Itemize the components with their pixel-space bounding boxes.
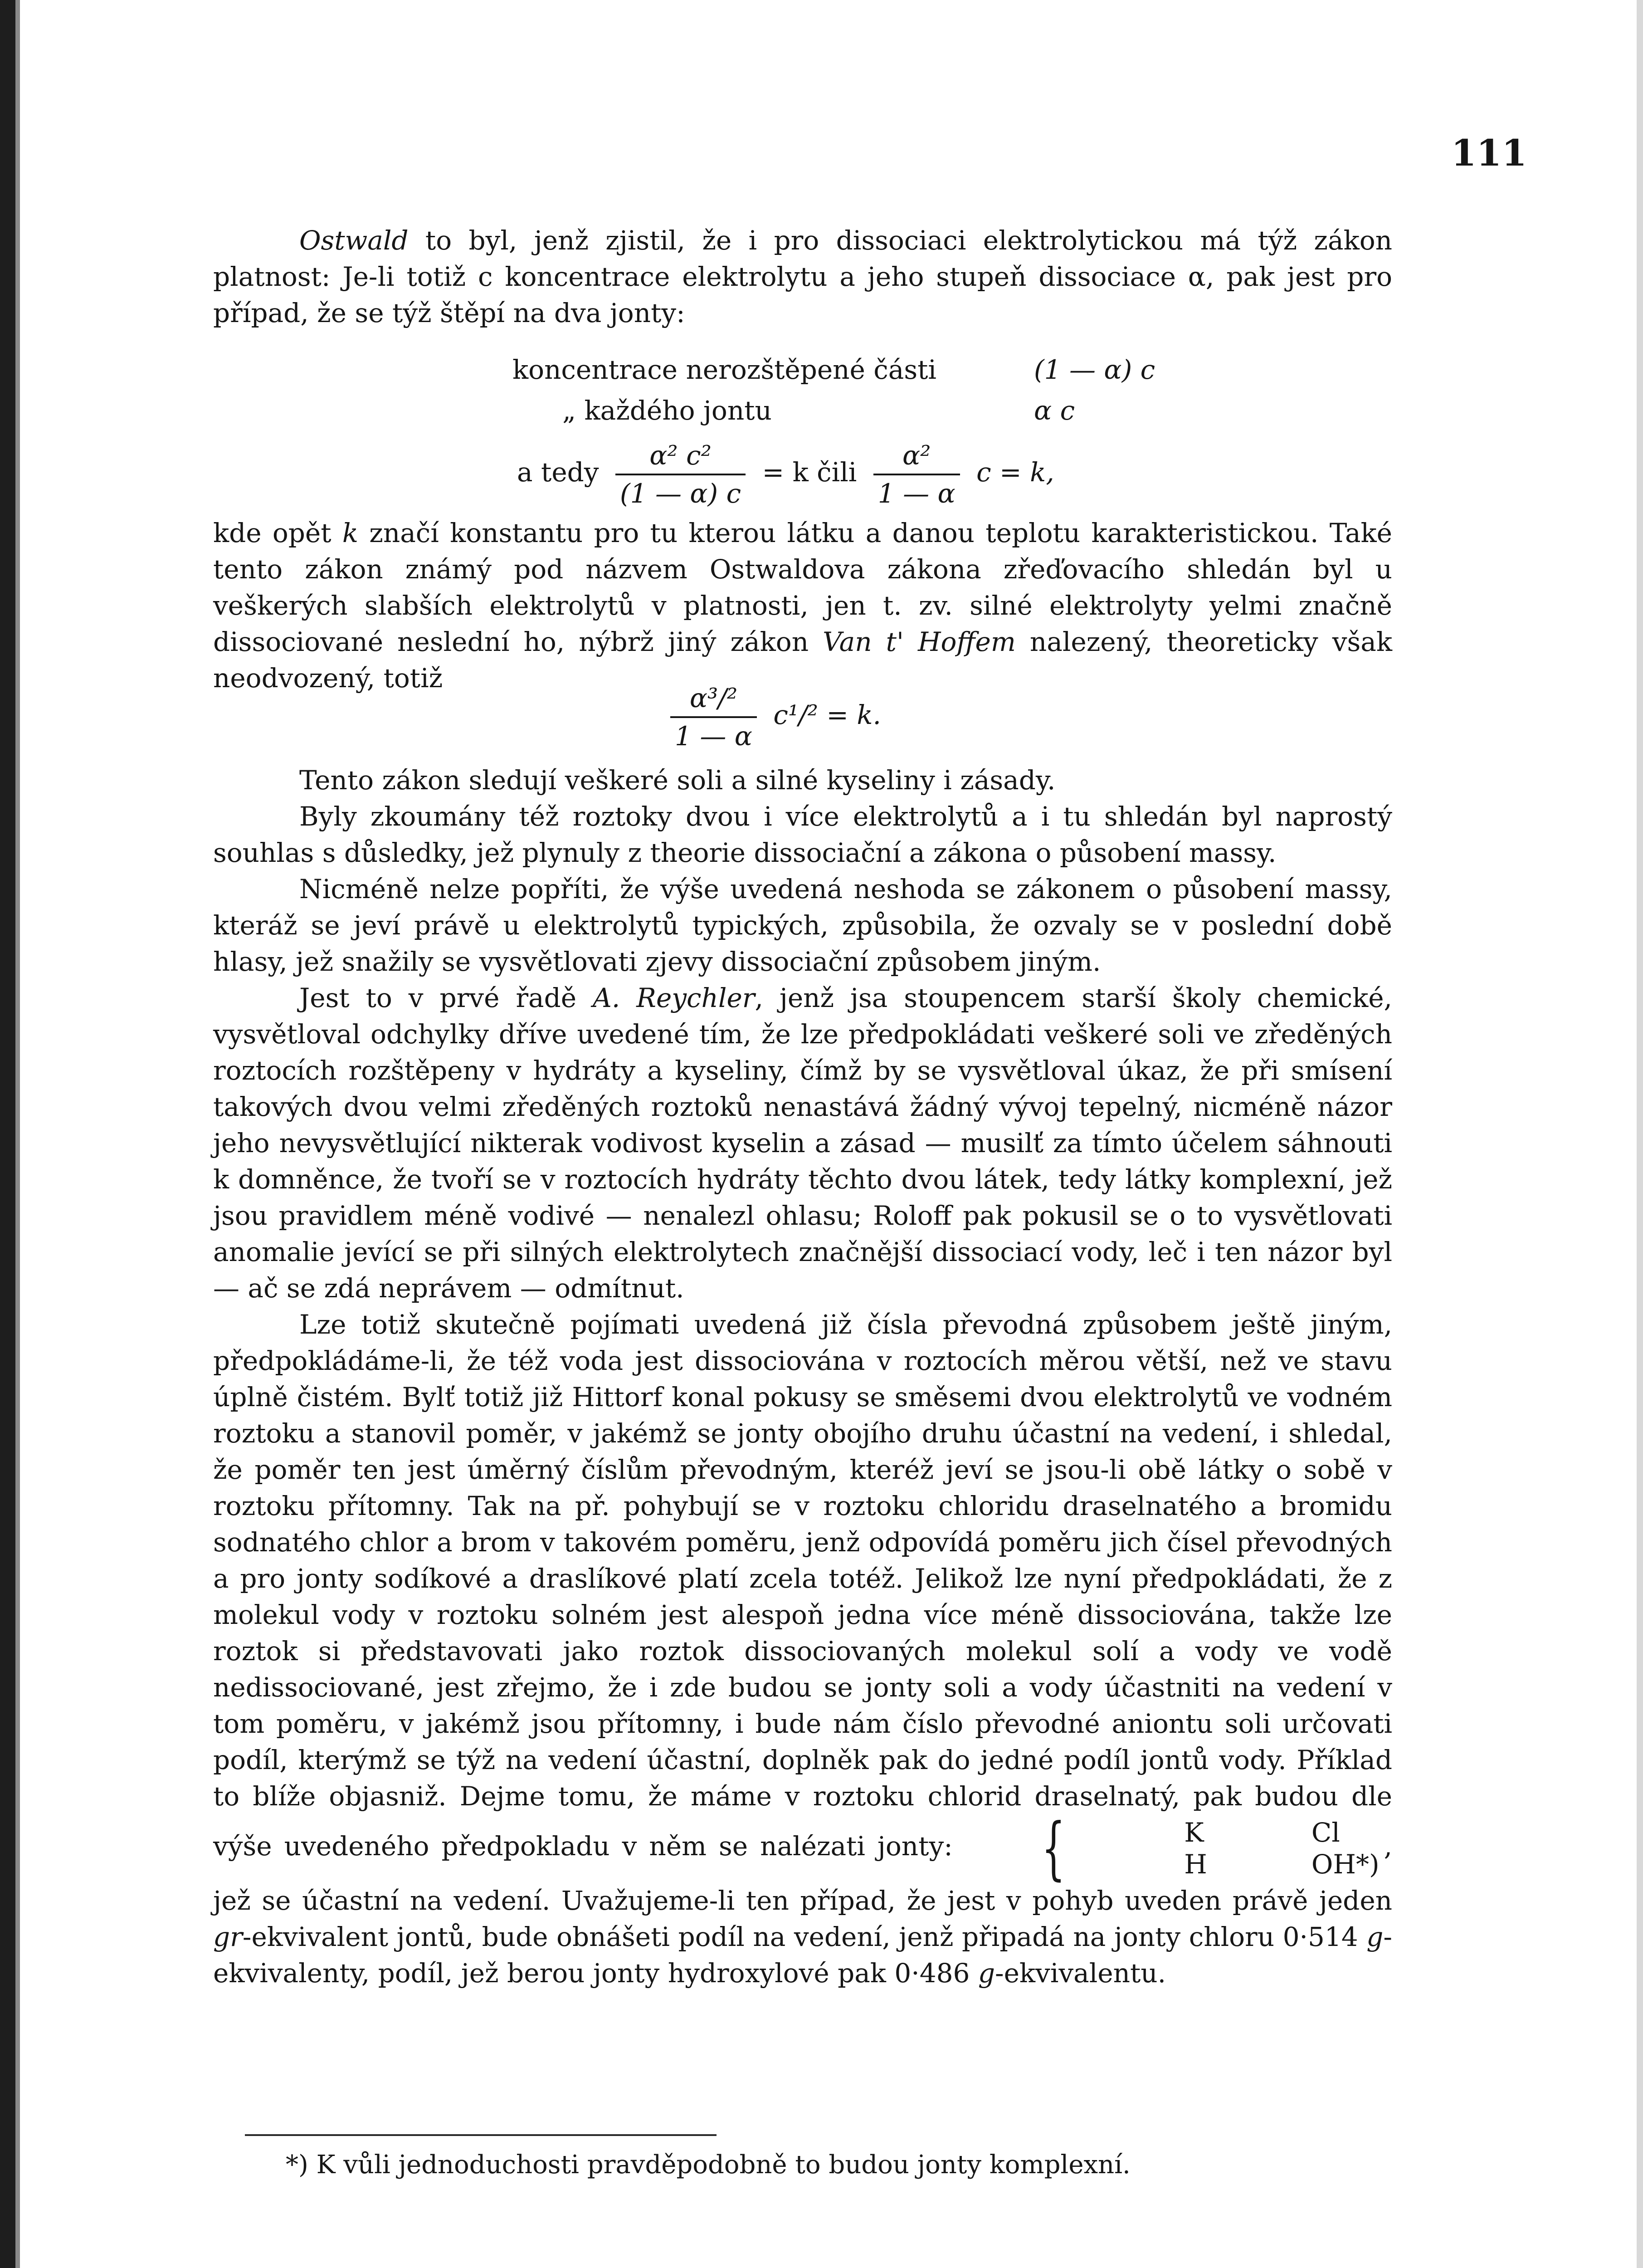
paragraph-6 [213, 980, 1392, 1306]
fraction-2-numerator: α² [902, 440, 931, 471]
p7-part-e: -ekvivalentu. [995, 1958, 1166, 1989]
fraction-1-denominator: (1 — α) c [615, 474, 746, 509]
fraction-2 [873, 440, 960, 509]
author-vant-hoff: Van t' Hoffem [823, 626, 1016, 657]
p2-part-b: značí konstantu pro tu kterou látku a danou teplotu karakteristickou. Také tento zákon známý pod názvem Ostwaldova zákona zřeďovacího shledán byl u veškerých slabších elektrolytů v platnosti, jen t. zv. silné elektrolyty yelmi značně dissociované neslední ho, nýbrž jiný zákon [213, 518, 1393, 657]
formula-vant-hoff-rest: c¹/² = k. [773, 699, 881, 731]
unit-gr: gr [213, 1921, 243, 1952]
scan-border-left [0, 0, 15, 2268]
p2-symbol-k: k [342, 518, 359, 548]
fraction-2-denominator: 1 — α [873, 474, 960, 509]
list-value-undissociated: (1 — α) c [1034, 354, 1155, 385]
formula-vant-hoff [662, 683, 881, 752]
footnote: *) K vůli jednoduchosti pravděpodobně to budou jonty komplexní. [286, 2150, 1131, 2180]
paragraph-1-text [213, 222, 1392, 331]
fraction-3-numerator: α³/² [689, 683, 738, 714]
list-label-each-ion: „ každého jontu [562, 395, 772, 426]
paragraph-2-text [213, 515, 1392, 696]
unit-g-2: g [978, 1958, 995, 1989]
ion-oh: OH*) [1311, 1849, 1380, 1880]
formula-equals-2: c = k, [976, 457, 1054, 488]
p7-part-b: , jež se účastní na vedení. Uvažujeme-li ten případ, že jest v pohyb uveden právě jeden [213, 1831, 1393, 1916]
scan-border-right [1637, 0, 1643, 2268]
ion-grid [1098, 1817, 1379, 1880]
curly-brace-icon: { [1041, 1809, 1065, 1888]
body-text [213, 762, 1392, 1991]
author-ostwald: Ostwald [299, 225, 409, 256]
formula-equals-1: = k čili [762, 457, 857, 488]
p7-part-a: Lze totiž skutečně pojímati uvedená již čísla převodná způsobem ještě jiným, předpokládáme-li, že též voda jest dissociována v roztocích měrou větší, než ve stavu úplně čistém. Bylť totiž již Hittorf konal pokusy se směsemi dvou elektrolytů ve vodném roztoku a stanovil poměr, v jakémž se jonty obojího druhu účastní na vedení, i shledal, že poměr ten jest úměrný číslům převodným, kteréž jeví se jsou-li obě látky o sobě v roztoku přítomny. Tak na př. pohybují se v roztoku chloridu draselnatého a bromidu sodnatého chlor a brom v takovém poměru, jenž odpovídá poměru jich čísel převodných a pro jonty sodíkové a draslíkové platí zcela totéž. Jelikož lze nyní předpokládati, že z molekul vody v roztoku solném jest alespoň jedna více méně dissociována, takže lze roztok si představovati jako roztok dissociovaných molekul solí a vody ve vodě nedissociované, jest zřejmo, že i zde budou se jonty soli a vody účastniti na vedení v tom poměru, v jakémž jsou přítomny, i bude nám číslo převodné aniontu soli určovati podíl, kterýmž se týž na vedení účastní, doplněk pak do jedné podíl jontů vody. Příklad to blíže objasniž. Dejme tomu, že máme v roztoku chlorid draselnatý, pak budou dle výše uvedeného předpokladu v něm se nalézati jonty: [213, 1309, 1392, 1862]
fraction-1 [615, 440, 746, 509]
list-value-each-ion: α c [1034, 395, 1075, 426]
p2-part-a: kde opět [213, 518, 342, 548]
fraction-3-denominator: 1 — α [670, 716, 757, 752]
fraction-1-numerator: α² c² [649, 440, 712, 471]
p6-part-a: Jest to v prvé řadě [299, 982, 593, 1013]
concentration-list [512, 349, 1155, 431]
list-row-each-ion [512, 390, 1155, 431]
ion-k: K [1184, 1817, 1204, 1848]
author-reychler: A. Reychler [593, 982, 755, 1013]
p6-part-b: , jenž jsa stoupencem starší školy chemické, vysvětloval odchylky dříve uvedené tím, že lze předpokládati veškeré soli ve zředěných roztocích rozštěpeny v hydráty a kyseliny, čímž by se vysvětloval úkaz, že při smísení takových dvou velmi zředěných roztoků nenastává žádný vývoj tepelný, nicméně názor jeho nevysvětlující nikterak vodivost kyselin a zásad — musilť za tímto účelem sáhnouti k domněnce, že tvoří se v roztocích hydráty těchto dvou látek, tedy látky komplexní, jež jsou pravidlem méně vodivé — nenalezl ohlasu; Roloff pak pokusil se o to vysvětlovati anomalie jevící se při silných elektrolytech značnější dissociací vody, leč i ten názor byl — ač se zdá neprávem — odmítnut. [213, 982, 1392, 1304]
ion-cl: Cl [1311, 1817, 1340, 1848]
p7-part-c: -ekvivalent jontů, bude obnášeti podíl na vedení, jenž připadá na jonty chloru 0·514 [242, 1921, 1367, 1952]
p2-part-c: nalezený, theoreticky však neodvozený, totiž [213, 626, 1392, 694]
list-label-undissociated: koncentrace nerozštěpené části [512, 354, 936, 385]
paragraph-3: Tento zákon sledují veškeré soli a silné kyseliny i zásady. [299, 765, 1056, 796]
scan-shadow-left [15, 0, 20, 2268]
paragraph-1-body: to byl, jenž zjistil, že i pro dissociaci elektrolytickou má týž zákon platnost: Je-li totiž c koncentrace elektrolytu a jeho stupeň dissociace α, pak jest pro případ, že se týž štěpí na dva jonty: [213, 225, 1392, 328]
list-row-undissociated [512, 349, 1155, 390]
page-number: 111 [1451, 132, 1527, 174]
paragraph-2 [213, 515, 1392, 696]
paragraph-7 [213, 1306, 1392, 1991]
ion-brace-group [965, 1809, 1384, 1888]
unit-g-1: g [1366, 1921, 1384, 1952]
footnote-rule [245, 2134, 717, 2136]
formula-ostwald-dilution [517, 440, 1054, 509]
ion-h: H [1184, 1849, 1207, 1880]
paragraph-5: Nicméně nelze popříti, že výše uvedená neshoda se zákonem o působení massy, kteráž se jeví právě u elektrolytů typických, způsobila, že ozvaly se v poslední době hlasy, jež snažily se vysvětlovati zjevy dissociační způsobem jiným. [213, 874, 1392, 977]
p7-part-d: -ekvivalenty, podíl, jež berou jonty hydroxylové pak 0·486 [213, 1921, 1392, 1989]
paragraph-4: Byly zkoumány též roztoky dvou i více elektrolytů a i tu shledán byl naprostý souhlas s důsledky, jež plynuly z theorie dissociační a zákona o působení massy. [213, 801, 1392, 868]
paragraph-1 [213, 222, 1392, 331]
formula-prefix: a tedy [517, 457, 599, 488]
fraction-3 [670, 683, 757, 752]
